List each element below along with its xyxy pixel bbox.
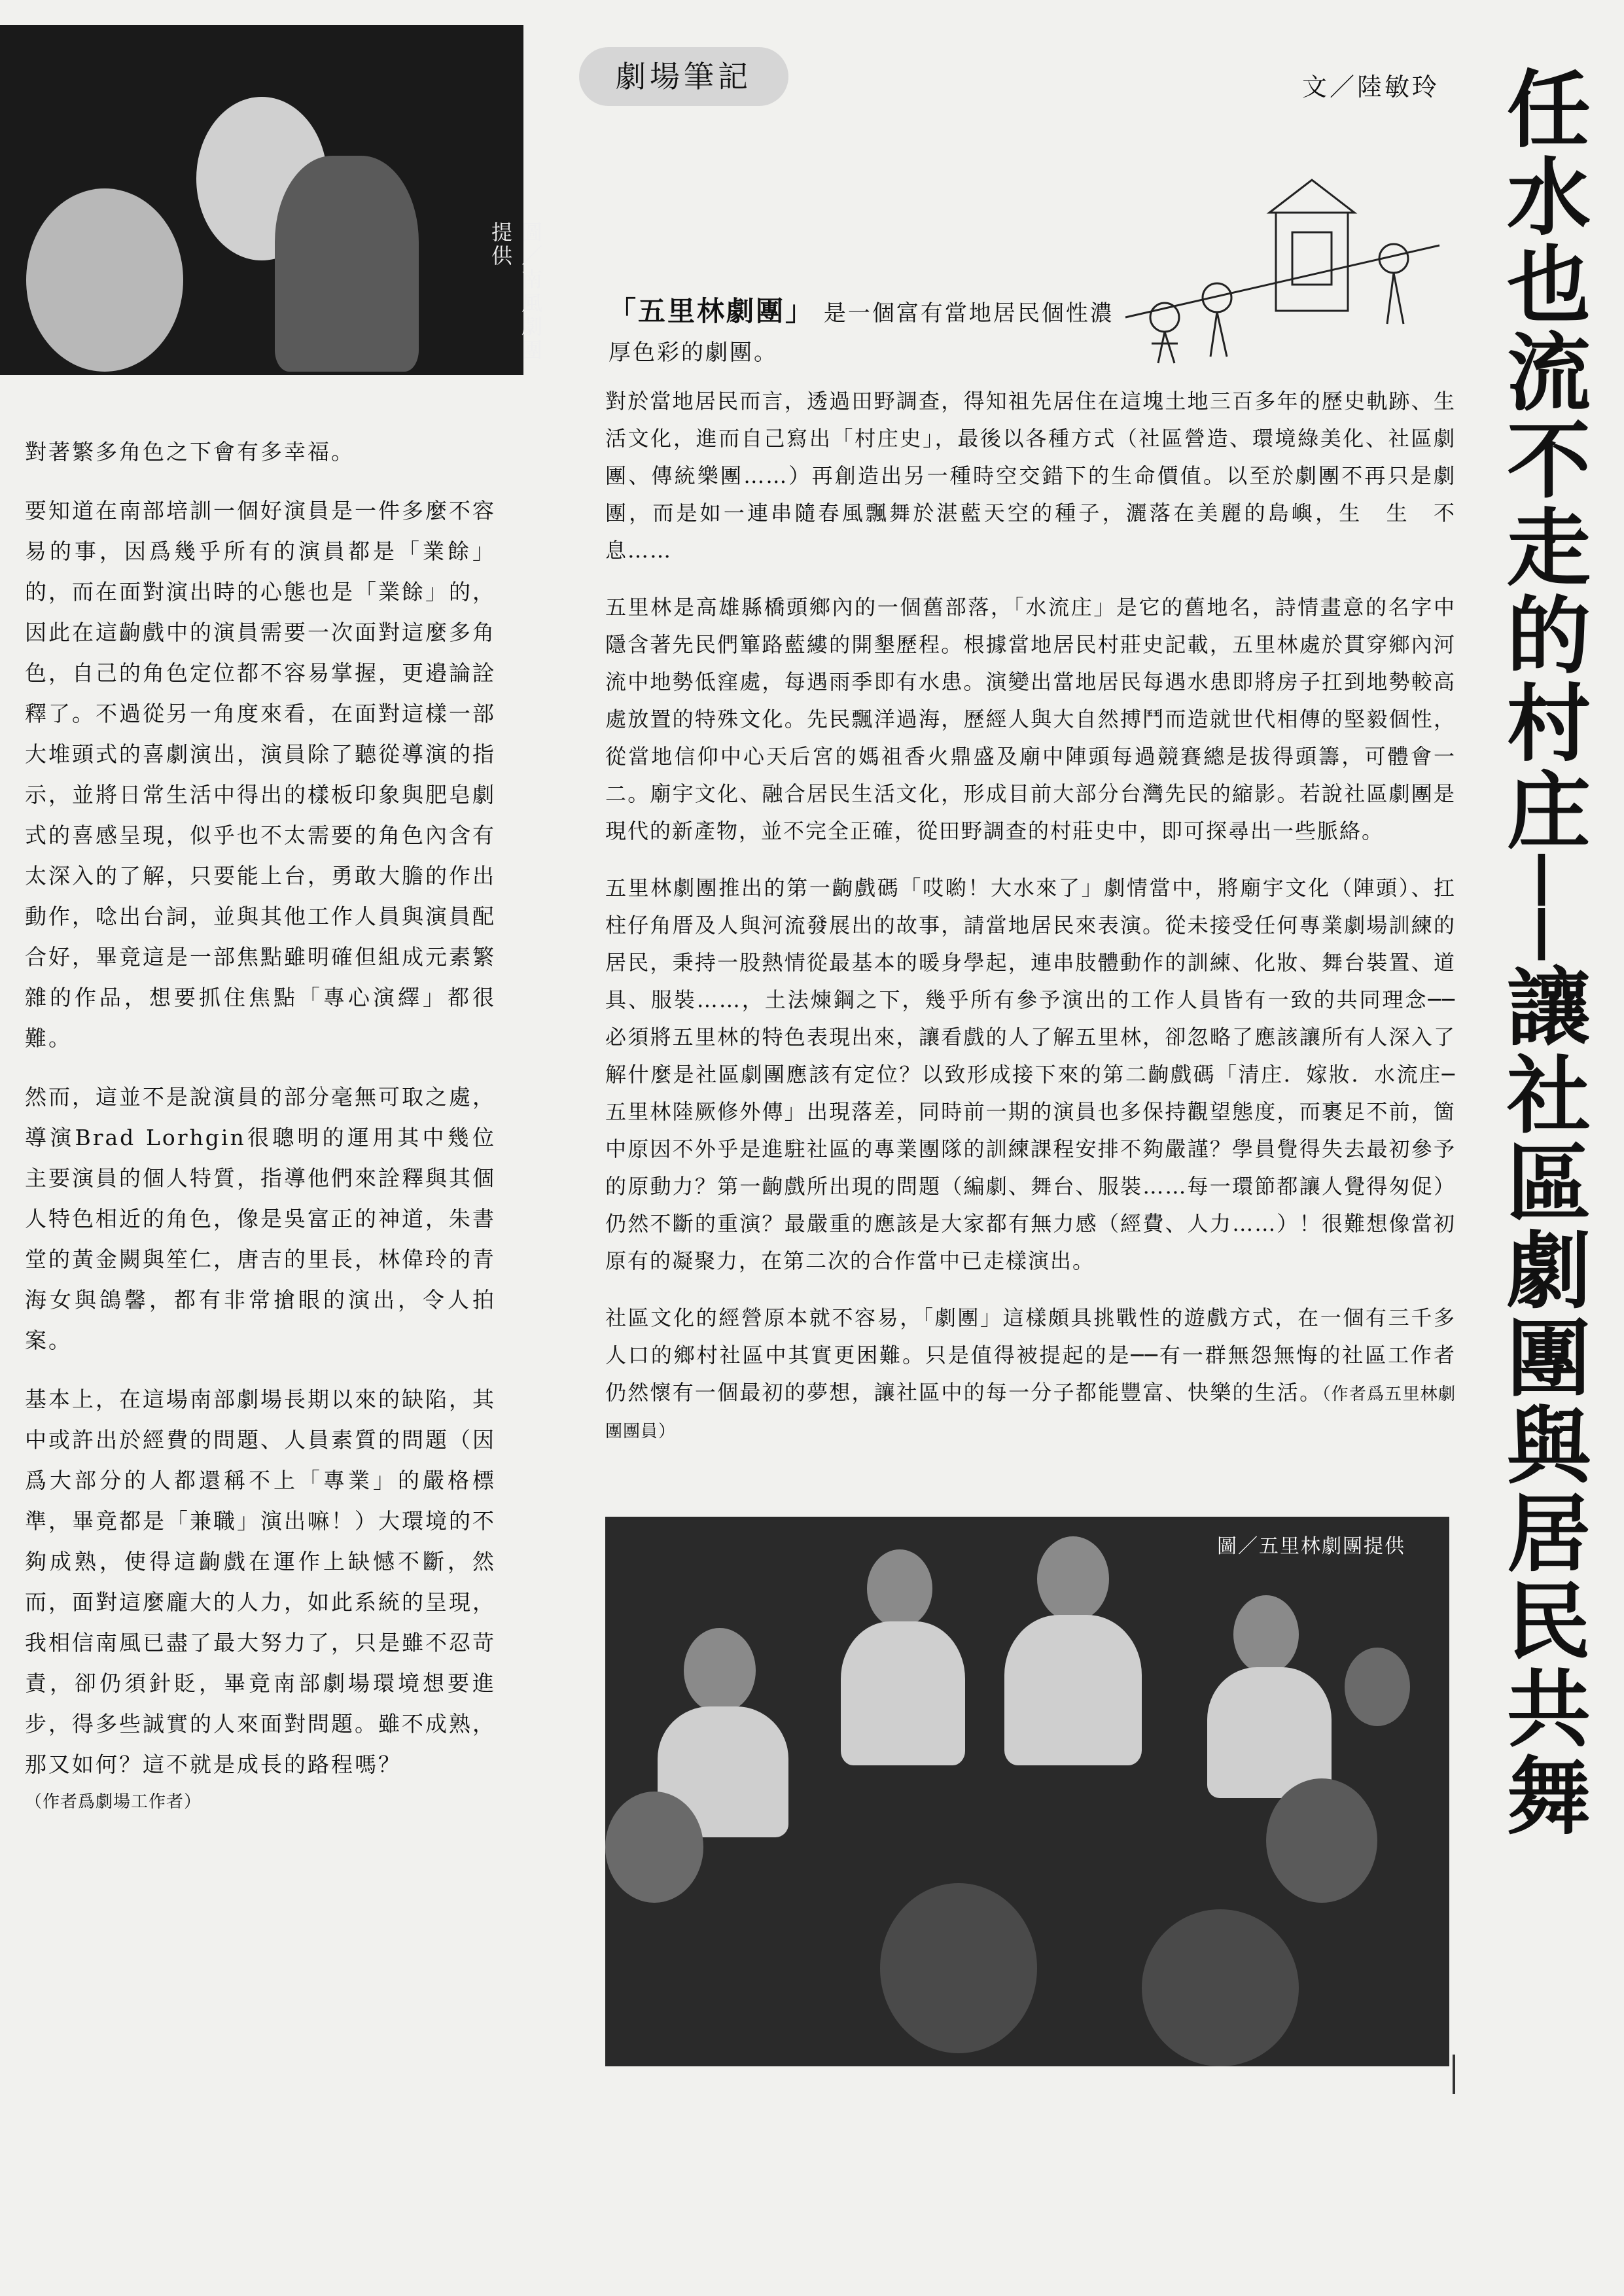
left-paragraph-4: 基本上，在這場南部劇場長期以來的缺陷，其中或許出於經費的問題、人員素質的問題（因爲大部分的人都還稱不上「專業」的嚴格標準，畢竟都是「兼職」演出嘛！）大環境的不夠成熟，使得這齣戲在運作上缺憾不斷，然而，面對這麼龐大的人力，如此系統的呈現，我相信南風已盡了最大努力了，只是雖不忍苛責，卻仍須針貶，畢竟南部劇場環境想要進步，得多些誠實的人來面對問題。雖不成熟，那又如何？這不就是成長的路程嗎？ (25, 1386, 496, 1777)
left-paragraph-3: 然而，這並不是說演員的部分毫無可取之處，導演Brad Lorhgin很聰明的運用其中幾位主要演員的個人特質，指導他們來詮釋與其個人特色相近的角色，像是吳富正的神道，朱書堂的黃金闕與笙仁，唐吉的里長，林偉玲的青海女與鴿馨，都有非常搶眼的演出，令人拍案。 (25, 1084, 496, 1353)
workshop-photo-credit: 圖／五里林劇團提供 (1217, 1535, 1405, 1558)
person-2 (867, 1549, 932, 1628)
left-paragraph-1: 對著繁多角色之下會有多幸福。 (25, 439, 355, 465)
sedan-chair-illustration (1112, 167, 1453, 383)
person-2-body (841, 1621, 965, 1765)
face-left (26, 188, 183, 372)
right-author-note: （作者爲五里林劇團團員） (605, 1385, 1456, 1441)
left-author-note: （作者爲劇場工作者） (25, 1792, 202, 1812)
decorative-rule (1453, 2055, 1455, 2094)
lead-text: 是一個富有當地居民個性濃厚色彩的劇團。 (609, 300, 1114, 366)
left-paragraph-2: 要知道在南部培訓一個好演員是一件多麼不容易的事，因爲幾乎所有的演員都是「業餘」的，而在面對演出時的心態也是「業餘」的，因此在這齣戲中的演員需要一次面對這麼多角色，自己的角色定位都不容易掌握，更邉論詮釋了。不過從另一角度來看，在面對這樣一部大堆頭式的喜劇演出，演員除了聽從導演的指示，並將日常生活中得出的樣板印象與肥皂劇式的喜感呈現，似乎也不太需要的角色內含有太深入的了解，只要能上台，勇敢大膽的作出動作，唸出台詞，並與其他工作人員與演員配合好，畢竟這是一部焦點雖明確但組成元素繁雜的作品，想要抓住焦點「專心演繹」都很難。 (25, 498, 496, 1051)
top-left-photo (0, 25, 543, 375)
person-5 (1345, 1648, 1410, 1726)
left-column (25, 432, 496, 1815)
workshop-group-photo (605, 1517, 1449, 2066)
person-9 (1266, 1778, 1377, 1903)
shirt (275, 156, 419, 372)
top-left-photo-credit: 圖／南風劇團提供 (488, 221, 543, 362)
section-badge: 劇場筆記 (579, 47, 788, 106)
author-byline: 文／陸敏玲 (1302, 73, 1440, 101)
person-4 (1233, 1595, 1299, 1674)
right-paragraph-1: 對於當地居民而言，透過田野調查，得知祖先居住在這塊土地三百多年的歷史軌跡、生活文化，進而自己寫出「村庄史」，最後以各種方式（社區營造、環境綠美化、社區劇團、傳統樂團……）再創造出另一種時空交錯下的生命價值。以至於劇團不再只是劇團，而是如一連串隨春風飄舞於湛藍天空的種子，灑落在美麗的島嶼，生 生 不 息…… (605, 389, 1479, 563)
right-paragraph-4-text: 社區文化的經營原本就不容易，「劇團」這樣頗具挑戰性的遊戲方式，在一個有三千多人口的鄉村社區中其實更困難。只是值得被提起的是──有一群無怨無悔的社區工作者仍然懷有一個最初的夢想，讓社區中的每一分子都能豐富、快樂的生活。 (605, 1305, 1456, 1405)
person-6 (605, 1792, 703, 1903)
article-title: 任水也流不走的村庄──讓社區劇團與居民共舞 (1492, 65, 1590, 1841)
person-3 (1037, 1536, 1109, 1621)
person-8 (1142, 1909, 1299, 2066)
person-3-body (1004, 1615, 1142, 1765)
troupe-name: 「五里林劇團」 (609, 295, 815, 327)
right-paragraph-3: 五里林劇團推出的第一齣戲碼「哎喲！大水來了」劇情當中，將廟宇文化（陣頭）、扛柱仔角厝及人與河流發展出的故事，請當地居民來表演。從未接受任何專業劇場訓練的居民，秉持一股熱情從最基本的暖身學起，連串肢體動作的訓練、化妝、舞台裝置、道具、服裝……，土法煉鋼之下，幾乎所有參予演出的工作人員皆有一致的共同理念──必須將五里林的特色表現出來，讓看戲的人了解五里林，卻忽略了應該讓所有人深入了解什麼是社區劇團應該有定位？以致形成接下來的第二齣戲碼「清庄．嫁妝．水流庄─五里林陸厥修外傳」出現落差，同時前一期的演員也多保持觀望態度，而裹足不前，箇中原因不外乎是進駐社區的專業團隊的訓練課程安排不夠嚴謹？學員覺得失去最初參予的原動力？第一齣戲所出現的問題（編劇、舞台、服裝……每一環節都讓人覺得匆促）仍然不斷的重演？最嚴重的應該是大家都有無力感（經費、人力……）！很難想像當初原有的凝聚力，在第二次的合作當中已走樣演出。 (605, 875, 1456, 1273)
right-paragraph-2: 五里林是高雄縣橋頭鄉內的一個舊部落，「水流庄」是它的舊地名，詩情畫意的名字中隱含著先民們篳路藍縷的開墾歷程。根據當地居民村莊史記載，五里林處於貫穿鄉內河流中地勢低窪處，每遇雨季即有水患。演變出當地居民每遇水患即將房子扛到地勢較高處放置的特殊文化。先民飄洋過海，歷經人與大自然搏鬥而造就世代相傳的堅毅個性，從當地信仰中心天后宮的媽祖香火鼎盛及廟中陣頭每過競賽總是拔得頭籌，可體會一二。廟宇文化、融合居民生活文化，形成目前大部分台灣先民的縮影。若說社區劇團是現代的新產物，並不完全正確，從田野調查的村莊史中，即可探尋出一些脈絡。 (605, 595, 1456, 843)
person-4-body (1207, 1667, 1332, 1798)
right-paragraph-4 (605, 1299, 1456, 1449)
right-column (605, 383, 1479, 1449)
person-7 (880, 1883, 1037, 2053)
person-1 (684, 1628, 756, 1713)
lead-paragraph (609, 292, 1119, 372)
